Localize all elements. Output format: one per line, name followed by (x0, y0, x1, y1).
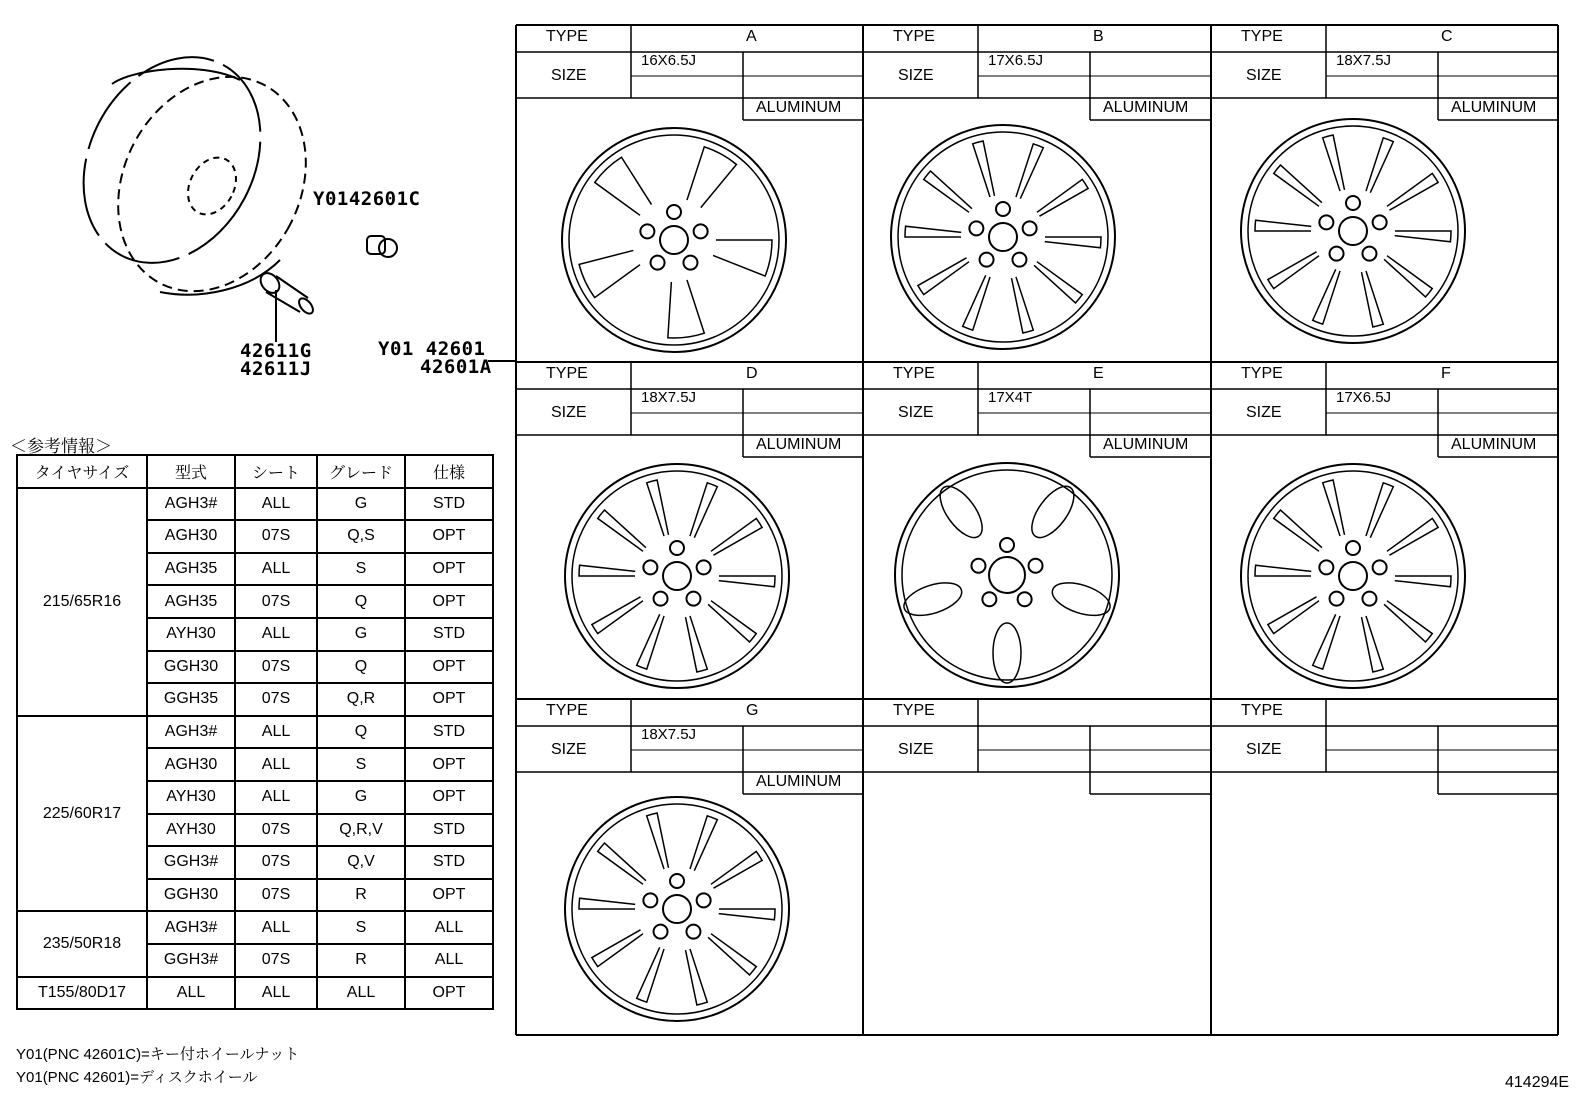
table-cell: STD (405, 618, 493, 651)
table-cell: ALL (405, 944, 493, 977)
table-cell: OPT (405, 683, 493, 716)
table-cell: ALL (235, 748, 317, 781)
table-cell: 07S (235, 879, 317, 912)
table-cell: 07S (235, 651, 317, 684)
size-value: 18X7.5J (641, 726, 697, 743)
table-cell: ALL (235, 911, 317, 944)
table-cell: Q (317, 585, 405, 618)
header-tire-size: タイヤサイズ (17, 455, 147, 488)
table-cell: STD (405, 814, 493, 847)
callout-wheel-2: 42601A (420, 356, 492, 378)
table-cell: 07S (235, 520, 317, 553)
table-cell: AGH30 (147, 748, 235, 781)
type-label: TYPE (893, 702, 935, 719)
table-cell: AYH30 (147, 781, 235, 814)
material-value: ALUMINUM (756, 773, 842, 790)
reference-title: ＜参考情報＞ (10, 437, 112, 456)
size-label: SIZE (1246, 741, 1282, 758)
size-label: SIZE (551, 404, 587, 421)
table-cell: OPT (405, 748, 493, 781)
table-cell: AGH3# (147, 488, 235, 521)
table-cell: Q (317, 651, 405, 684)
table-cell: 07S (235, 846, 317, 879)
table-cell: AGH35 (147, 553, 235, 586)
table-cell: ALL (235, 977, 317, 1010)
table-cell: OPT (405, 585, 493, 618)
type-label: TYPE (1241, 28, 1283, 45)
table-cell: AYH30 (147, 618, 235, 651)
table-cell: ALL (147, 977, 235, 1010)
wheel-drawings (562, 119, 1465, 1021)
grid-lines (516, 25, 1558, 1035)
size-label: SIZE (551, 67, 587, 84)
table-cell: OPT (405, 879, 493, 912)
table-cell: 07S (235, 814, 317, 847)
table-cell: R (317, 879, 405, 912)
callout-lock-nut: Y0142601C (313, 188, 421, 210)
table-cell: GGH30 (147, 651, 235, 684)
type-label: TYPE (546, 28, 588, 45)
table-cell: S (317, 911, 405, 944)
size-label: SIZE (1246, 67, 1282, 84)
table-cell: STD (405, 716, 493, 749)
tire-size-cell: 235/50R18 (17, 911, 147, 976)
table-row (17, 911, 493, 944)
table-cell: ALL (235, 716, 317, 749)
size-label: SIZE (898, 741, 934, 758)
table-cell: ALL (405, 911, 493, 944)
type-value: F (1441, 365, 1451, 382)
callout-valve-2: 42611J (240, 358, 312, 380)
size-label: SIZE (898, 67, 934, 84)
table-cell: S (317, 553, 405, 586)
size-label: SIZE (551, 741, 587, 758)
table-cell: ALL (235, 618, 317, 651)
table-cell: 07S (235, 944, 317, 977)
header-model: 型式 (147, 455, 235, 488)
table-row (17, 977, 493, 1010)
size-label: SIZE (1246, 404, 1282, 421)
table-cell: GGH3# (147, 846, 235, 879)
header-grade: グレード (317, 455, 405, 488)
material-value: ALUMINUM (1451, 436, 1537, 453)
size-value: 17X4T (988, 389, 1033, 406)
type-value: B (1093, 28, 1104, 45)
table-cell: S (317, 748, 405, 781)
type-value: C (1441, 28, 1453, 45)
table-cell: AGH30 (147, 520, 235, 553)
material-value: ALUMINUM (756, 436, 842, 453)
table-cell: Q,S (317, 520, 405, 553)
type-value: D (746, 365, 758, 382)
tire-size-cell: T155/80D17 (17, 977, 147, 1010)
table-cell: 07S (235, 683, 317, 716)
table-cell: OPT (405, 553, 493, 586)
table-cell: OPT (405, 977, 493, 1010)
table-cell: ALL (235, 781, 317, 814)
table-cell: G (317, 618, 405, 651)
table-cell: 07S (235, 585, 317, 618)
table-cell: Q,R (317, 683, 405, 716)
table-cell: AGH35 (147, 585, 235, 618)
table-cell: OPT (405, 781, 493, 814)
table-cell: GGH3# (147, 944, 235, 977)
material-value: ALUMINUM (1103, 99, 1189, 116)
type-label: TYPE (546, 365, 588, 382)
lock-nut-illustration (367, 236, 397, 257)
table-cell: OPT (405, 651, 493, 684)
reference-table (16, 454, 494, 1010)
table-cell: R (317, 944, 405, 977)
table-cell: AGH3# (147, 911, 235, 944)
valve-stem-illustration (257, 269, 316, 342)
type-label: TYPE (546, 702, 588, 719)
material-value: ALUMINUM (756, 99, 842, 116)
tire-size-cell: 225/60R17 (17, 716, 147, 912)
illustration-id: 414294E (1505, 1074, 1570, 1091)
type-label: TYPE (1241, 702, 1283, 719)
table-row (17, 716, 493, 749)
size-label: SIZE (898, 404, 934, 421)
table-cell: STD (405, 846, 493, 879)
size-value: 16X6.5J (641, 52, 697, 69)
table-cell: GGH30 (147, 879, 235, 912)
table-row (17, 488, 493, 521)
table-cell: Q (317, 716, 405, 749)
table-cell: OPT (405, 520, 493, 553)
table-cell: AYH30 (147, 814, 235, 847)
size-value: 18X7.5J (641, 389, 697, 406)
type-label: TYPE (893, 365, 935, 382)
type-label: TYPE (1241, 365, 1283, 382)
material-value: ALUMINUM (1103, 436, 1189, 453)
table-cell: G (317, 781, 405, 814)
tire-size-cell: 215/65R16 (17, 488, 147, 716)
size-value: 17X6.5J (1336, 389, 1392, 406)
footnote-2: Y01(PNC 42601)=ディスクホイール (16, 1069, 258, 1086)
type-value: A (746, 28, 757, 45)
type-value: E (1093, 365, 1104, 382)
size-value: 18X7.5J (1336, 52, 1392, 69)
table-cell: Q,V (317, 846, 405, 879)
table-cell: G (317, 488, 405, 521)
type-value: G (746, 702, 759, 719)
table-cell: Q,R,V (317, 814, 405, 847)
tire-illustration (49, 26, 342, 324)
table-cell: STD (405, 488, 493, 521)
header-seat: シート (235, 455, 317, 488)
callout-wheel-1: Y01 42601 (378, 338, 486, 360)
table-cell: AGH3# (147, 716, 235, 749)
table-cell: ALL (317, 977, 405, 1010)
table-cell: ALL (235, 488, 317, 521)
size-value: 17X6.5J (988, 52, 1044, 69)
table-cell: ALL (235, 553, 317, 586)
table-cell: GGH35 (147, 683, 235, 716)
footnote-1: Y01(PNC 42601C)=キー付ホイールナット (16, 1046, 300, 1063)
material-value: ALUMINUM (1451, 99, 1537, 116)
callout-valve-1: 42611G (240, 340, 312, 362)
type-label: TYPE (893, 28, 935, 45)
header-spec: 仕様 (405, 455, 493, 488)
